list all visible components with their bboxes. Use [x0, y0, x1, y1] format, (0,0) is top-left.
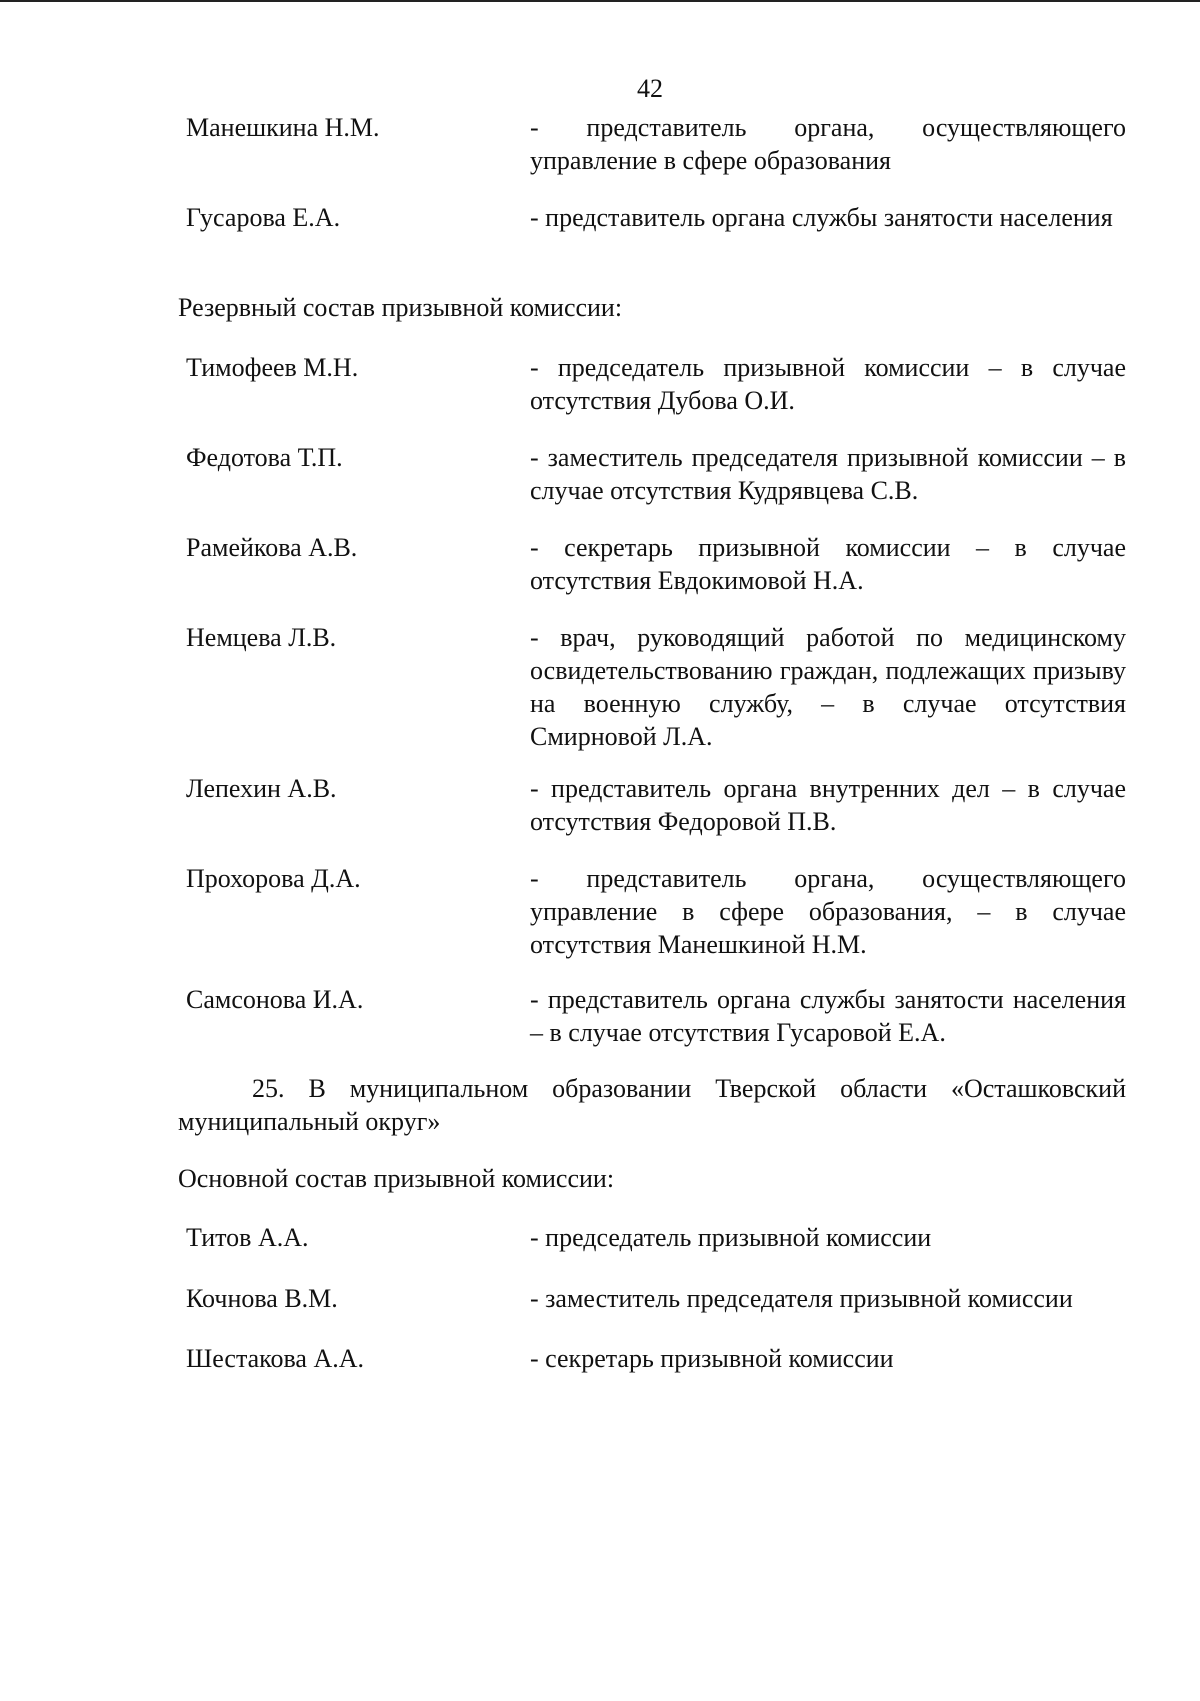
member-name: Лепехин А.В. [186, 774, 337, 803]
member-name: Кочнова В.М. [186, 1284, 338, 1313]
commission-member-row [186, 772, 1126, 838]
member-name: Федотова Т.П. [186, 443, 343, 472]
commission-member-row [186, 201, 1126, 234]
member-role: - врач, руководящий работой по медицинскому освидетельствованию граждан, подлежащих призыву на военную службу, – в случае отсутствия Смирновой Л.А. [530, 623, 1126, 751]
commission-member-row [186, 351, 1126, 417]
page-number: 42 [637, 74, 663, 103]
member-name: Самсонова И.А. [186, 985, 364, 1014]
commission-member-row [186, 1221, 1126, 1254]
member-role: - представитель органа, осуществляющего управление в сфере образования, – в случае отсутствия Манешкиной Н.М. [530, 864, 1126, 959]
member-name: Гусарова Е.А. [186, 203, 341, 232]
commission-member-row [186, 983, 1126, 1049]
member-role: - заместитель председателя призывной комиссии – в случае отсутствия Кудрявцева С.В. [530, 443, 1126, 505]
member-name: Шестакова А.А. [186, 1344, 365, 1373]
member-role: - представитель органа внутренних дел – в случае отсутствия Федоровой П.В. [530, 774, 1126, 836]
top-border-line [0, 0, 1200, 2]
commission-member-row [186, 1282, 1126, 1315]
member-role: - представитель органа службы занятости населения [530, 203, 1113, 232]
member-role: - председатель призывной комиссии [530, 1223, 932, 1252]
member-name: Прохорова Д.А. [186, 864, 361, 893]
member-name: Рамейкова А.В. [186, 533, 358, 562]
member-role: - секретарь призывной комиссии [530, 1344, 894, 1373]
member-role: - заместитель председателя призывной комиссии [530, 1284, 1073, 1313]
commission-member-row [186, 621, 1126, 753]
member-role: - представитель органа службы занятости населения – в случае отсутствия Гусаровой Е.А. [530, 985, 1126, 1047]
commission-member-row [186, 531, 1126, 597]
member-name: Манешкина Н.М. [186, 113, 380, 142]
commission-member-row [186, 441, 1126, 507]
member-role: - представитель органа, осуществляющего управление в сфере образования [530, 113, 1126, 175]
member-role: - секретарь призывной комиссии – в случае отсутствия Евдокимовой Н.А. [530, 533, 1126, 595]
member-name: Немцева Л.В. [186, 623, 337, 652]
commission-member-row [186, 111, 1126, 177]
main-section-heading: Основной состав призывной комиссии: [178, 1164, 615, 1193]
section-25-paragraph: 25. В муниципальном образовании Тверской области «Осташковский муниципальный округ» [178, 1074, 1126, 1136]
reserve-section-heading: Резервный состав призывной комиссии: [178, 293, 623, 322]
commission-member-row [186, 862, 1126, 961]
commission-member-row [186, 1342, 1126, 1375]
member-role: - председатель призывной комиссии – в случае отсутствия Дубова О.И. [530, 353, 1126, 415]
member-name: Тимофеев М.Н. [186, 353, 359, 382]
member-name: Титов А.А. [186, 1223, 309, 1252]
